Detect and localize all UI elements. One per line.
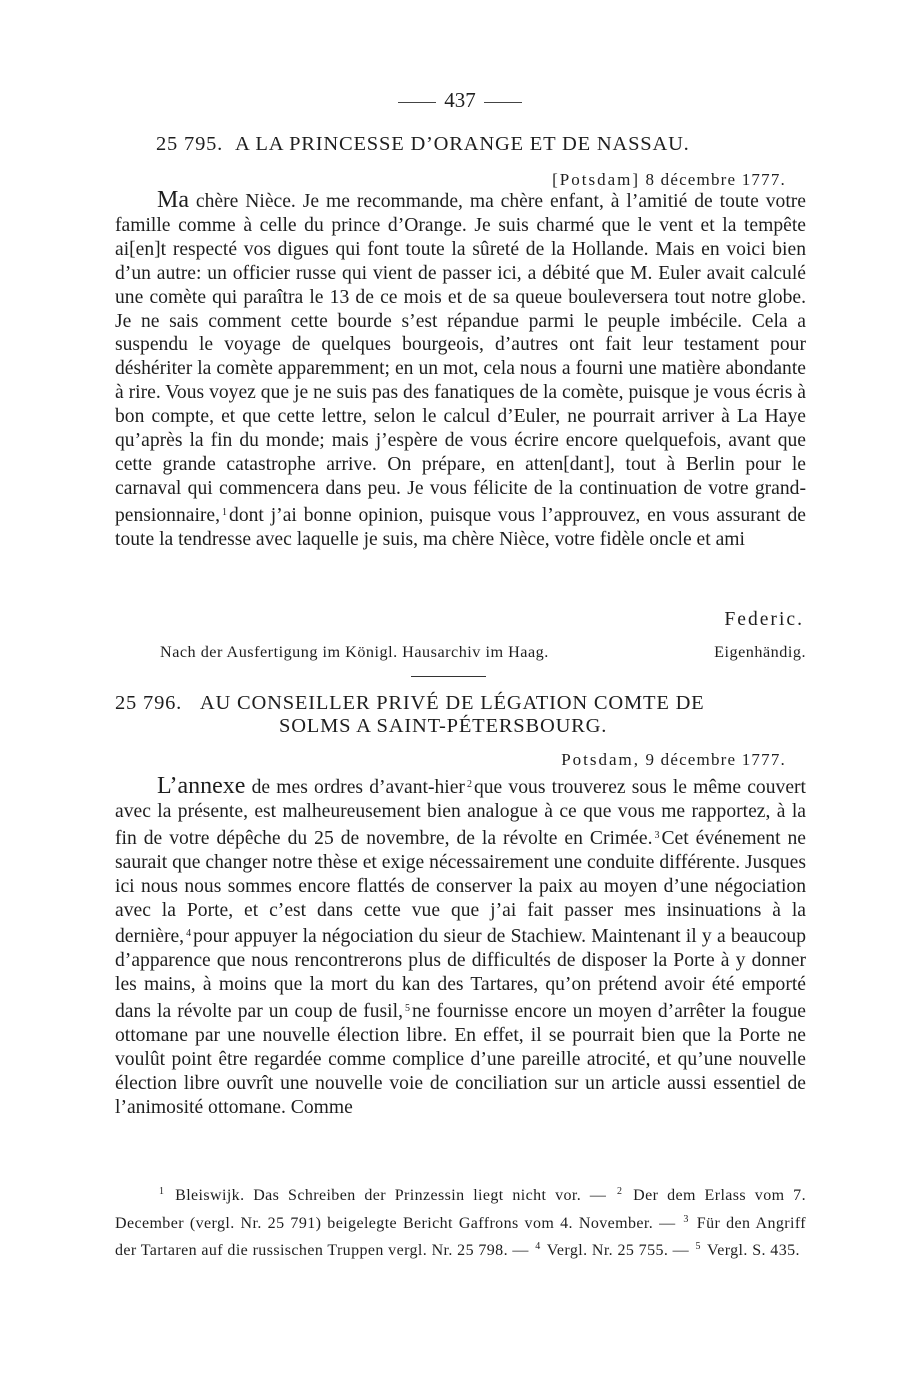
letter1-title: A LA PRINCESSE D’ORANGE ET DE NASSAU. [234, 133, 690, 155]
letter1-dateline [552, 170, 786, 190]
letter1-heading [156, 133, 690, 156]
letter2-title-line2: SOLMS A SAINT-PÉTERSBOURG. [279, 715, 608, 737]
footnote-4: Vergl. Nr. 25 755. — [546, 1242, 690, 1259]
page-number-row [380, 88, 540, 113]
letter2-heading-line1 [115, 692, 705, 715]
footnote-2: Der dem Erlass vom 7. December (vergl. Nr. 25 791) beigelegte Bericht Gaffrons vom 4. November. — [115, 1187, 806, 1232]
letter1-source [160, 643, 806, 662]
letter2-body [115, 773, 806, 1120]
footnotes [115, 1180, 806, 1263]
letter2-seg2: que vous trouverez sous le même couvert avec la présente, est malheureusement bien analogue à ce que vous me rapportez, à la fin de votre dépêche du 25 de novembre, de la révolte en Crimée. [115, 777, 806, 849]
footnote-3-mark: 3 [683, 1213, 689, 1225]
letter1-source-right: Eigenhändig. [714, 643, 806, 661]
page-number-right-dash [484, 102, 522, 103]
footnote-2-mark: 2 [617, 1186, 623, 1197]
footnote-1: Bleiswijk. Das Schreiben der Prinzessin liegt nicht vor. — [175, 1187, 607, 1204]
letter2-footnote-mark-3: 3 [654, 829, 660, 841]
letter2-footnote-mark-4: 4 [186, 928, 192, 940]
letter2-seg3: Cet événement ne saurait que changer notre thèse et exige nécessairement une conduite différente. Jusques ici nous nous sommes encore flattés de conserver la paix au moyen d’une négociation avec la Porte, et c’est dans cette vue que j’ai fait passer mes insinuations à la dernière, [115, 827, 806, 948]
footnote-1-mark: 1 [159, 1186, 165, 1197]
letter2-date: 9 décembre 1777. [645, 750, 786, 769]
letter1-body [115, 189, 806, 552]
letter2-seg5: ne fournisse encore un moyen d’arrêter la fougue ottomane par une nouvelle élection libre. En effet, il se pourrait bien que la Porte ne voulût point être regardée comme complice d’une pareille atrocité, et qu’une nouvelle élection libre ouvrît une nouvelle voie de conciliation sur un article aussi essentiel de l’animosité ottomane. Comme [115, 1001, 806, 1118]
letter2-footnote-mark-2: 2 [466, 779, 472, 790]
letter1-footnote-mark: 1 [222, 506, 228, 518]
letter1-number: 25 795. [156, 133, 224, 155]
letter2-title-line1: AU CONSEILLER PRIVÉ DE LÉGATION COMTE DE [199, 692, 705, 714]
footnote-4-mark: 4 [535, 1241, 541, 1252]
footnote-3: Für den Angriff der Tartaren auf die russischen Truppen vergl. Nr. 25 798. — [115, 1214, 807, 1259]
page-number: 437 [444, 88, 476, 112]
letter1-date: 8 décembre 1777. [645, 170, 786, 189]
letter2-seg1: de mes ordres d’avant-hier [251, 777, 465, 798]
letter1-signature: Federic. [724, 609, 804, 630]
letter1-text-end: dont j’ai bonne opinion, puisque vous l’approuvez, en vous assurant de toute la tendresse avec laquelle je suis, ma chère Nièce, votre fidèle oncle et ami [115, 504, 806, 550]
letter1-salutation: Ma [157, 187, 189, 213]
section-divider [411, 676, 486, 677]
footnote-5-mark: 5 [695, 1241, 701, 1252]
letter1-source-text: Nach der Ausfertigung im Königl. Hausarchiv im Haag. [160, 643, 549, 661]
letter2-number: 25 796. [115, 692, 183, 714]
letter1-text: chère Nièce. Je me recommande, ma chère enfant, à l’amitié de toute votre famille comme à celle du prince d’Orange. Je suis charmé que le vent et la tempête ai[en]t respecté vos digues qui font toute la sûreté de la Hollande. Mais en voici bien d’un autre: un officier russe qui vient de passer ici, a débité que M. Euler avait calculé une comète qui paraîtra le 13 de ce mois et de sa queue bouleversera tout notre globe. Je ne sais comment cette bourde s’est répandue parmi le peuple imbécile. Cela a suspendu le voyage de quelques bourgeois, d’autres ont fait leur testament pour déshériter la comète apparemment; en un mot, cela nous a fourni une matière abondante à rire. Vous voyez que je ne suis pas des fanatiques de la comète, puisque je vous écris à bon compte, et que cette lettre, selon le calcul d’Euler, ne pourrait arriver à La Haye qu’après la fin du monde; mais j’espère de vous écrire encore quelquefois, avant que cette grande catastrophe arrive. On prépare, en atten[dant], tout à Berlin pour le carnaval qui commencera dans peu. Je vous félicite de la continuation de votre grand-pensionnaire, [115, 191, 806, 526]
letter2-seg4: pour appuyer la négociation du sieur de Stachiew. Maintenant il y a beaucoup d’apparence que nous rencontrerons plus de difficultés de disposer la Porte à y donner les mains, à moins que la mort du kan des Tartares, qu’on prétend avoir été emporté dans la révolte par un coup de fusil, [115, 926, 806, 1023]
letter1-place: [Potsdam] [552, 170, 641, 189]
footnote-5: Vergl. S. 435. [707, 1242, 800, 1259]
page-number-left-dash [398, 102, 436, 103]
letter2-first-word: L’annexe [157, 773, 246, 799]
letter2-dateline [561, 750, 786, 770]
letter2-place: Potsdam, [561, 750, 641, 769]
letter2-footnote-mark-5: 5 [404, 1003, 410, 1015]
